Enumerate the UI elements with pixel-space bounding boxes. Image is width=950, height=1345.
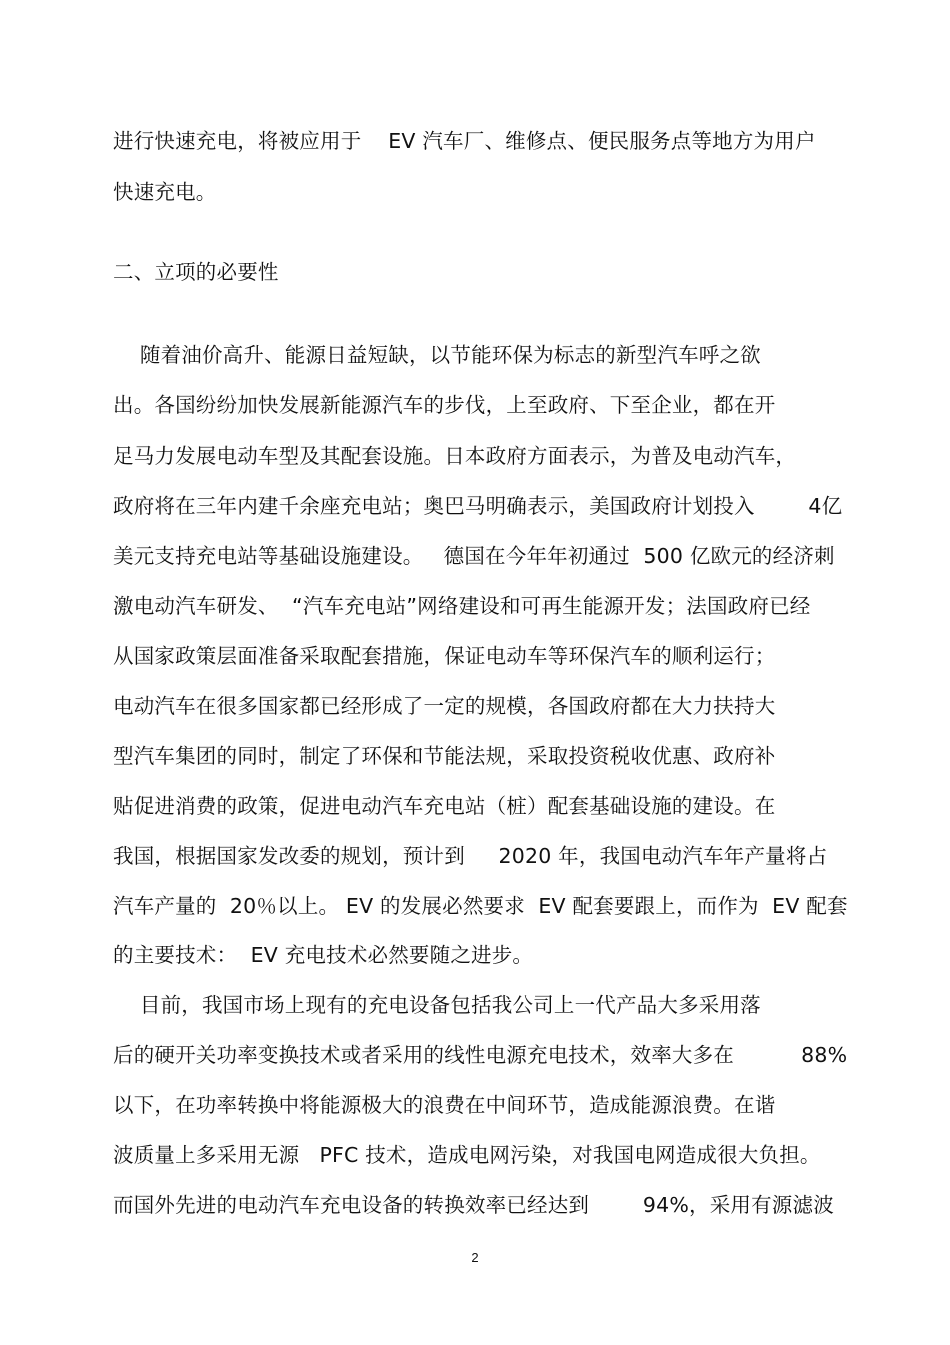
text-line: 波质量上多采用无源 PFC 技术，造成电网污染，对我国电网造成很大负担。 <box>113 1143 821 1167</box>
text-line: 目前，我国市场上现有的充电设备包括我公司上一代产品大多采用落 <box>113 993 761 1017</box>
text-line: 贴促进消费的政策，促进电动汽车充电站（桩）配套基础设施的建设。在 <box>113 794 776 818</box>
text-line: 汽车产量的 20％以上。 EV 的发展必然要求 EV 配套要跟上，而作为 EV 配套 <box>113 894 848 918</box>
text-line: 随着油价高升、能源日益短缺，以节能环保为标志的新型汽车呼之欲 <box>113 343 761 367</box>
text-line: 足马力发展电动车型及其配套设施。日本政府方面表示，为普及电动汽车， <box>113 444 797 468</box>
text-line: 型汽车集团的同时，制定了环保和节能法规，采取投资税收优惠、政府补 <box>113 744 776 768</box>
text-line: 的主要技术： EV 充电技术必然要随之进步。 <box>113 943 534 967</box>
text-line: 电动汽车在很多国家都已经形成了一定的规模，各国政府都在大力扶持大 <box>113 694 776 718</box>
section-heading: 二、立项的必要性 <box>113 260 279 284</box>
text-line: 美元支持充电站等基础设施建设。 德国在今年年初通过 500 亿欧元的经济刺 <box>113 544 835 568</box>
text-line: 我国，根据国家发改委的规划，预计到 2020 年，我国电动汽车年产量将占 <box>113 844 828 868</box>
text-line: 政府将在三年内建千余座充电站；奥巴马明确表示，美国政府计划投入 4亿 <box>113 494 843 518</box>
text-line: 而国外先进的电动汽车充电设备的转换效率已经达到 94%，采用有源滤波 <box>113 1193 834 1217</box>
text-line: 激电动汽车研发、 “汽车充电站”网络建设和可再生能源开发；法国政府已经 <box>113 594 811 618</box>
text-line: 后的硬开关功率变换技术或者采用的线性电源充电技术，效率大多在 88% <box>113 1043 848 1067</box>
text-line: 出。各国纷纷加快发展新能源汽车的步伐，上至政府、下至企业，都在开 <box>113 393 776 417</box>
page-number: 2 <box>471 1250 479 1265</box>
text-line: 进行快速充电，将被应用于 EV 汽车厂、维修点、便民服务点等地方为用户 <box>113 129 816 153</box>
text-line: 从国家政策层面准备采取配套措施，保证电动车等环保汽车的顺利运行； <box>113 644 776 668</box>
text-line: 快速充电。 <box>113 180 217 204</box>
text-line: 以下，在功率转换中将能源极大的浪费在中间环节，造成能源浪费。在谐 <box>113 1093 776 1117</box>
